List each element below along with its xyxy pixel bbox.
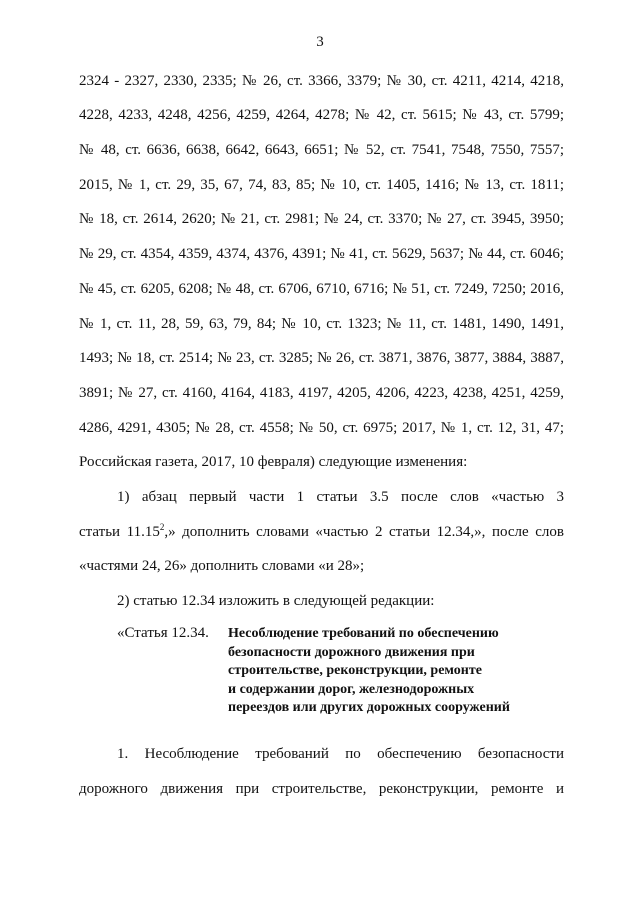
text-line: 4228, 4233, 4248, 4256, 4259, 4264, 4278; № 42, ст. 5615; № 43, ст. 5799; <box>79 107 564 123</box>
text-segment: статьи 11.15 <box>79 524 160 540</box>
text-line: «частями 24, 26» дополнить словами «и 28»; <box>79 558 365 574</box>
text-line: 3891; № 27, ст. 4160, 4164, 4183, 4197, 4205, 4206, 4223, 4238, 4251, 4259, <box>79 385 564 401</box>
article-title <box>228 625 548 718</box>
text-line: 1) абзац первый части 1 статьи 3.5 после слов «частью 3 <box>117 489 564 505</box>
text-line: 4286, 4291, 4305; № 28, ст. 4558; № 50, ст. 6975; 2017, № 1, ст. 12, 31, 47; <box>79 420 564 436</box>
article-title-line: безопасности дорожного движения при <box>228 644 475 660</box>
text-segment: ,» дополнить словами «частью 2 статьи 12.34,», после слов <box>164 524 564 540</box>
article-title-line: переездов или других дорожных сооружений <box>228 700 510 716</box>
amendment-item-2: 2) статью 12.34 изложить в следующей редакции: <box>117 593 435 609</box>
text-line: № 48, ст. 6636, 6638, 6642, 6643, 6651; № 52, ст. 7541, 7548, 7550, 7557; <box>79 142 564 158</box>
page-number: 3 <box>316 34 324 50</box>
text-line: Российская газета, 2017, 10 февраля) следующие изменения: <box>79 454 468 470</box>
text-line: 2324 - 2327, 2330, 2335; № 26, ст. 3366, 3379; № 30, ст. 4211, 4214, 4218, <box>79 73 564 89</box>
text-line: № 1, ст. 11, 28, 59, 63, 79, 84; № 10, ст. 1323; № 11, ст. 1481, 1490, 1491, <box>79 316 564 332</box>
text-line: дорожного движения при строительстве, реконструкции, ремонте и <box>79 781 564 797</box>
text-line: № 45, ст. 6205, 6208; № 48, ст. 6706, 6710, 6716; № 51, ст. 7249, 7250; 2016, <box>79 281 564 297</box>
text-line: 1. Несоблюдение требований по обеспечению безопасности <box>117 746 564 762</box>
text-line: № 18, ст. 2614, 2620; № 21, ст. 2981; № 24, ст. 3370; № 27, ст. 3945, 3950; <box>79 211 564 227</box>
article-title-line: и содержании дорог, железнодорожных <box>228 681 475 697</box>
article-title-line: Несоблюдение требований по обеспечению <box>228 626 499 641</box>
text-line <box>79 524 564 541</box>
text-line: 2015, № 1, ст. 29, 35, 67, 74, 83, 85; № 10, ст. 1405, 1416; № 13, ст. 1811; <box>79 177 564 193</box>
article-title-line: строительстве, реконструкции, ремонте <box>228 663 482 679</box>
superscript: 2 <box>159 522 165 532</box>
text-line: 1493; № 18, ст. 2514; № 23, ст. 3285; № 26, ст. 3871, 3876, 3877, 3884, 3887, <box>79 350 564 366</box>
text-line: № 29, ст. 4354, 4359, 4374, 4376, 4391; № 41, ст. 5629, 5637; № 44, ст. 6046; <box>79 246 564 262</box>
article-label: «Статья 12.34. <box>117 625 209 641</box>
